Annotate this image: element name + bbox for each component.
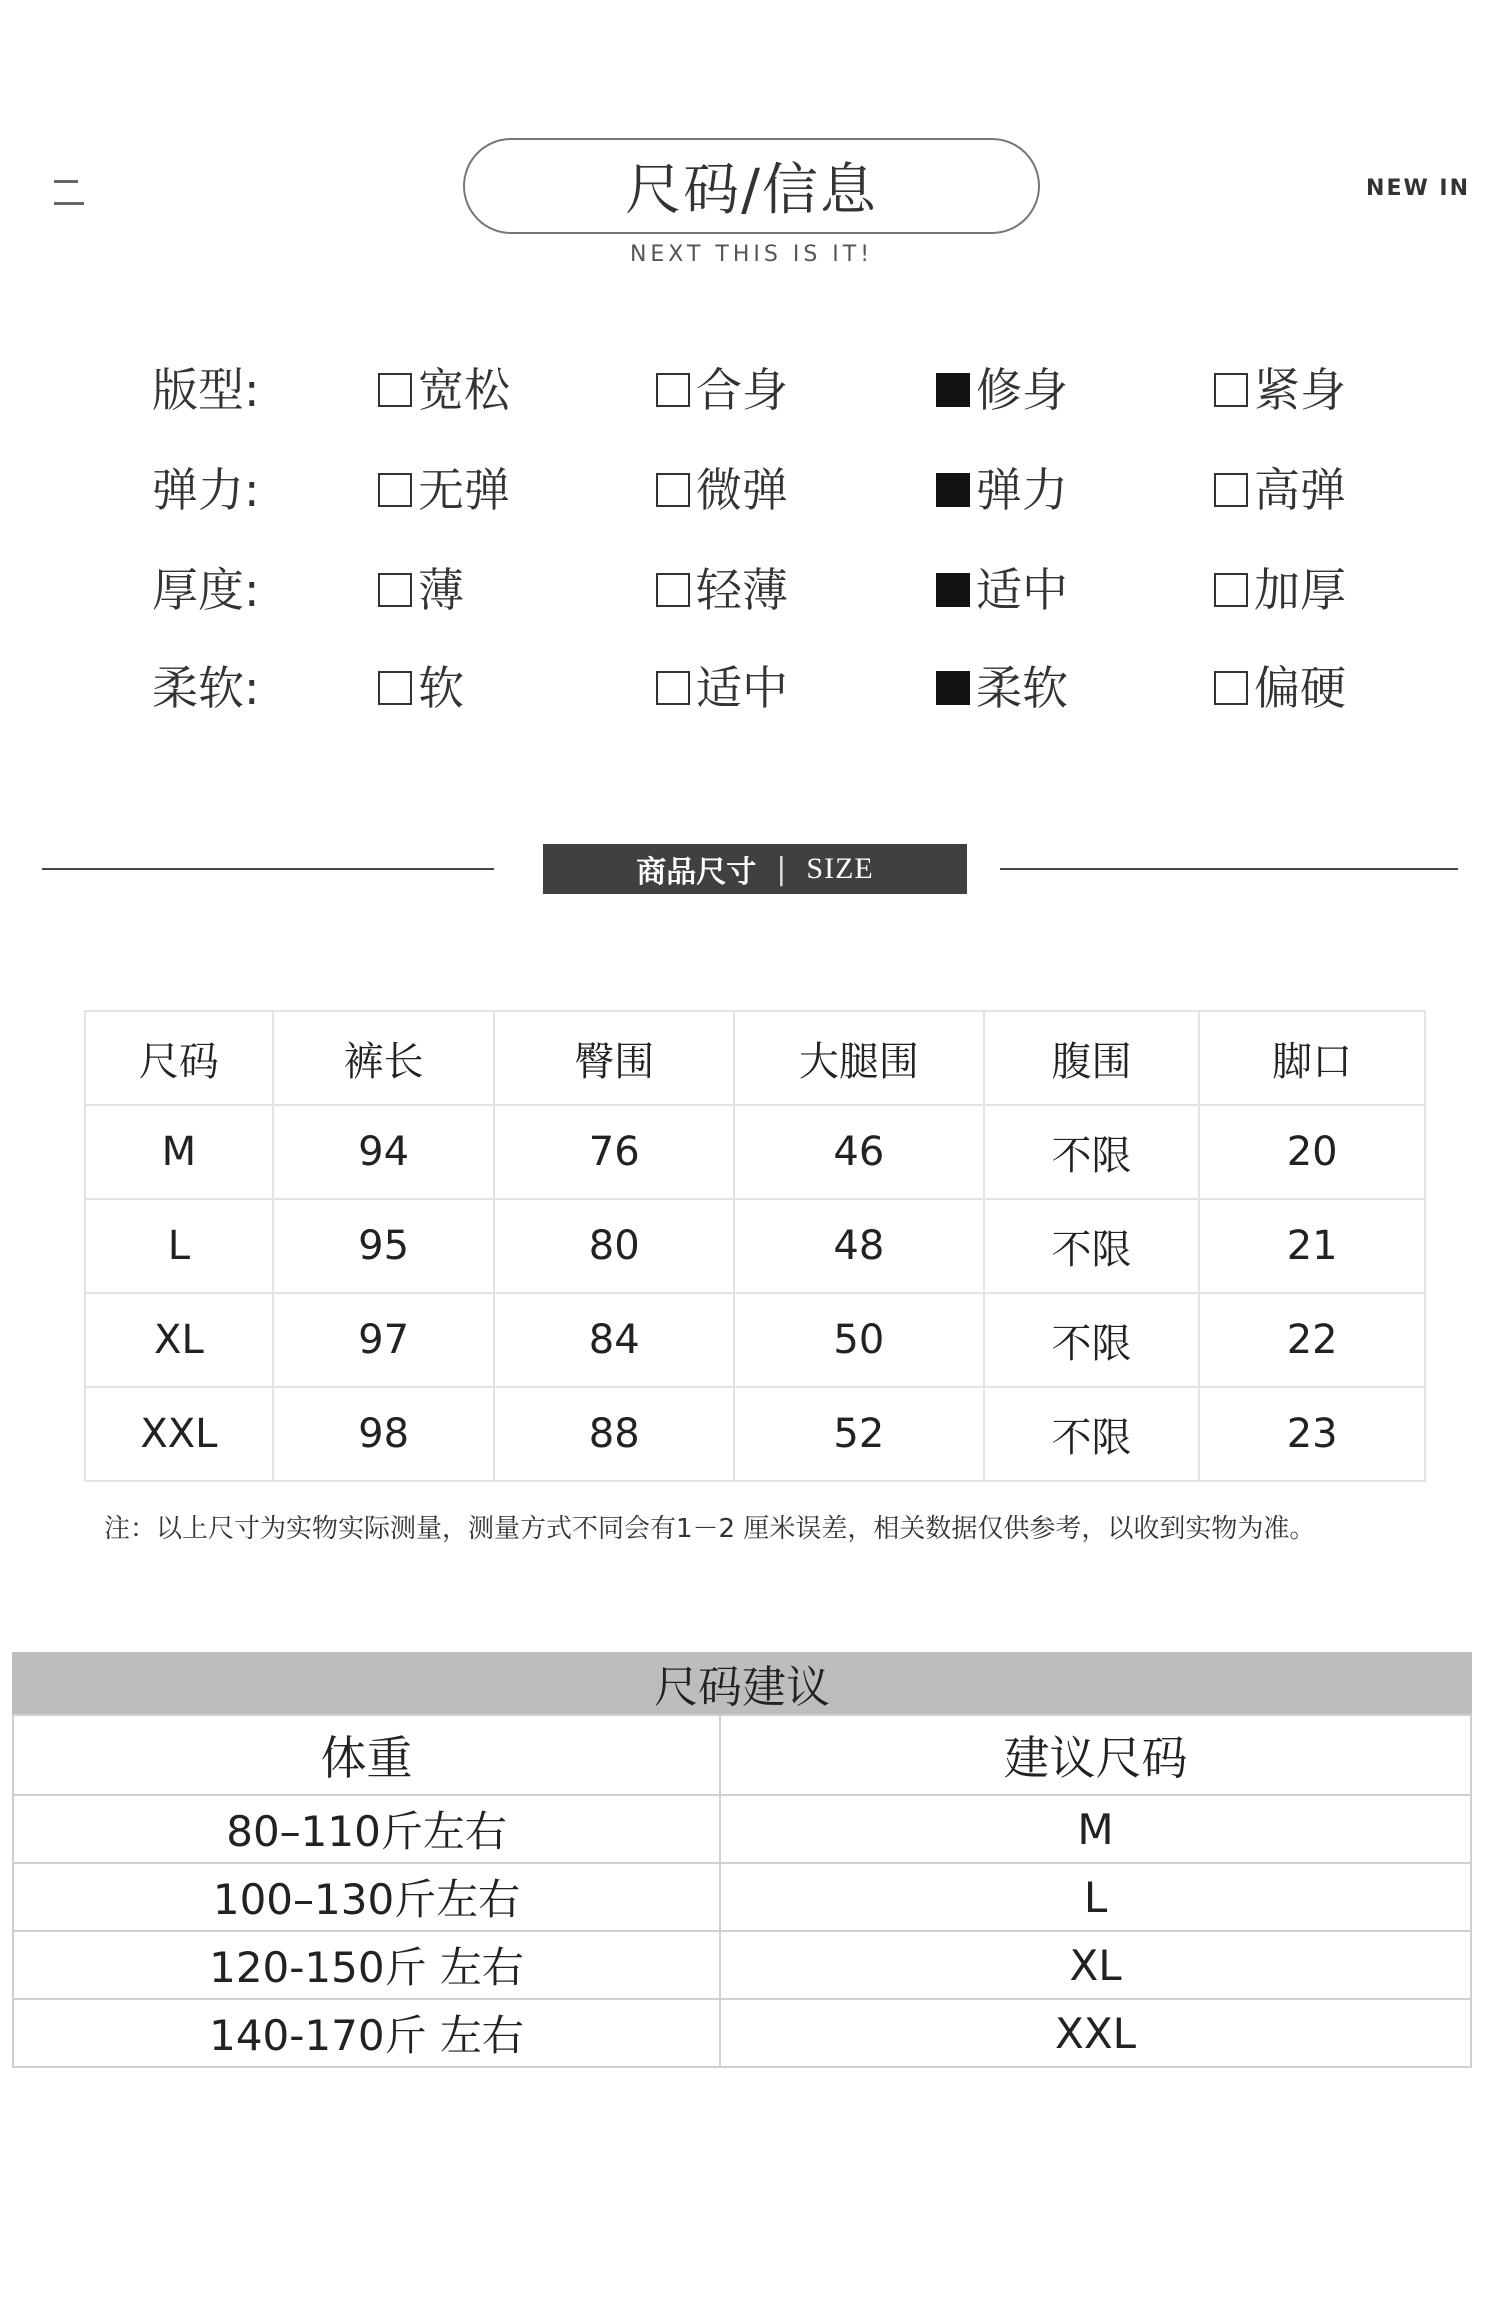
- size-banner-label-cn: 商品尺寸: [636, 855, 757, 890]
- attribute-option: [1214, 648, 1346, 728]
- table-row: [13, 1999, 1471, 2067]
- size-table-cell: 50: [734, 1293, 984, 1387]
- attribute-option-label: 弹力: [976, 463, 1068, 517]
- size-table-header-cell: 腹围: [984, 1011, 1200, 1105]
- unchecked-box-icon: [656, 373, 690, 407]
- attribute-row: [0, 450, 1500, 530]
- table-row: [85, 1199, 1425, 1293]
- menu-icon[interactable]: [54, 178, 84, 208]
- table-row: [13, 1795, 1471, 1863]
- table-row: [85, 1387, 1425, 1481]
- size-table-cell: 97: [273, 1293, 495, 1387]
- attribute-row: [0, 648, 1500, 728]
- size-table-cell: 80: [494, 1199, 734, 1293]
- attribute-option: [378, 350, 510, 430]
- attribute-option-label: 紧身: [1254, 363, 1346, 417]
- attribute-label: 弹力:: [152, 463, 260, 517]
- size-table-header-cell: 尺码: [85, 1011, 273, 1105]
- checked-box-icon: [936, 373, 970, 407]
- table-row: [85, 1105, 1425, 1199]
- page-subtitle: NEXT THIS IS IT!: [629, 242, 874, 267]
- attribute-option-label: 微弹: [696, 463, 788, 517]
- unchecked-box-icon: [1214, 373, 1248, 407]
- recommendation-cell: 80–110斤左右: [13, 1795, 720, 1863]
- recommendation-header-cell: 体重: [13, 1715, 720, 1795]
- attribute-label: 厚度:: [152, 563, 260, 617]
- size-table-cell: 20: [1199, 1105, 1425, 1199]
- attribute-option-label: 轻薄: [696, 563, 788, 617]
- table-row: [85, 1293, 1425, 1387]
- page-title: 尺码/信息: [463, 138, 1040, 234]
- attribute-row: [0, 550, 1500, 630]
- checked-box-icon: [936, 671, 970, 705]
- attribute-option: [378, 450, 510, 530]
- size-table-cell: XXL: [85, 1387, 273, 1481]
- size-table-header-cell: 大腿围: [734, 1011, 984, 1105]
- unchecked-box-icon: [378, 671, 412, 705]
- size-table-header-cell: 脚口: [1199, 1011, 1425, 1105]
- recommendation-header-cell: 建议尺码: [720, 1715, 1471, 1795]
- checked-box-icon: [936, 573, 970, 607]
- size-banner-label-en: SIZE: [806, 852, 874, 885]
- unchecked-box-icon: [378, 573, 412, 607]
- recommendation-cell: 140-170斤 左右: [13, 1999, 720, 2067]
- size-table-cell: 48: [734, 1199, 984, 1293]
- recommendation-table: [12, 1714, 1472, 2068]
- size-table-cell: XL: [85, 1293, 273, 1387]
- size-table-cell: 21: [1199, 1199, 1425, 1293]
- attribute-option: [656, 450, 788, 530]
- attribute-option: [656, 550, 788, 630]
- size-table-cell: 84: [494, 1293, 734, 1387]
- attribute-option-label: 适中: [976, 563, 1068, 617]
- attribute-option: [656, 648, 788, 728]
- attribute-option: [936, 450, 1068, 530]
- recommendation-cell: M: [720, 1795, 1471, 1863]
- size-table-header-cell: 裤长: [273, 1011, 495, 1105]
- unchecked-box-icon: [1214, 473, 1248, 507]
- size-table-cell: 不限: [984, 1199, 1200, 1293]
- divider-left: [42, 868, 494, 870]
- size-table-cell: L: [85, 1199, 273, 1293]
- attribute-option-label: 加厚: [1254, 563, 1346, 617]
- size-table-cell: 23: [1199, 1387, 1425, 1481]
- size-table-cell: M: [85, 1105, 273, 1199]
- attribute-label: 柔软:: [152, 661, 260, 715]
- attribute-option-label: 偏硬: [1254, 661, 1346, 715]
- recommendation-cell: 100–130斤左右: [13, 1863, 720, 1931]
- attribute-option-label: 高弹: [1254, 463, 1346, 517]
- attribute-option-label: 柔软: [976, 661, 1068, 715]
- size-banner-separator: |: [776, 851, 787, 887]
- size-table-cell: 不限: [984, 1293, 1200, 1387]
- size-table: [84, 1010, 1426, 1482]
- attribute-option: [1214, 450, 1346, 530]
- size-table-cell: 98: [273, 1387, 495, 1481]
- unchecked-box-icon: [656, 473, 690, 507]
- attribute-option: [936, 648, 1068, 728]
- attribute-option-label: 合身: [696, 363, 788, 417]
- unchecked-box-icon: [378, 373, 412, 407]
- checked-box-icon: [936, 473, 970, 507]
- size-table-cell: 95: [273, 1199, 495, 1293]
- recommendation-cell: 120-150斤 左右: [13, 1931, 720, 1999]
- recommendation-title: 尺码建议: [12, 1652, 1472, 1714]
- attribute-option-label: 无弹: [418, 463, 510, 517]
- attribute-option: [1214, 350, 1346, 430]
- table-row: [13, 1863, 1471, 1931]
- size-table-header-cell: 臀围: [494, 1011, 734, 1105]
- recommendation-cell: XXL: [720, 1999, 1471, 2067]
- size-table-cell: 76: [494, 1105, 734, 1199]
- attribute-option-label: 适中: [696, 661, 788, 715]
- table-row: [13, 1931, 1471, 1999]
- attribute-option-label: 宽松: [418, 363, 510, 417]
- attribute-option: [378, 550, 464, 630]
- size-table-header-row: [85, 1011, 1425, 1105]
- recommendation-header-row: [13, 1715, 1471, 1795]
- attribute-option: [936, 550, 1068, 630]
- recommendation-cell: L: [720, 1863, 1471, 1931]
- size-table-cell: 不限: [984, 1105, 1200, 1199]
- unchecked-box-icon: [1214, 671, 1248, 705]
- new-in-badge: NEW IN: [1366, 176, 1470, 201]
- size-table-cell: 46: [734, 1105, 984, 1199]
- attribute-option: [378, 648, 464, 728]
- size-table-cell: 52: [734, 1387, 984, 1481]
- attribute-option-label: 软: [418, 661, 464, 715]
- unchecked-box-icon: [656, 671, 690, 705]
- attribute-option: [656, 350, 788, 430]
- size-table-cell: 不限: [984, 1387, 1200, 1481]
- unchecked-box-icon: [656, 573, 690, 607]
- size-table-cell: 94: [273, 1105, 495, 1199]
- attribute-option: [1214, 550, 1346, 630]
- size-table-cell: 88: [494, 1387, 734, 1481]
- size-table-cell: 22: [1199, 1293, 1425, 1387]
- attribute-row: [0, 350, 1500, 430]
- unchecked-box-icon: [1214, 573, 1248, 607]
- attribute-option: [936, 350, 1068, 430]
- attribute-option-label: 薄: [418, 563, 464, 617]
- measurement-note: 注：以上尺寸为实物实际测量，测量方式不同会有1－2 厘米误差，相关数据仅供参考，以收到实物为准。: [104, 1514, 1316, 1544]
- divider-right: [1000, 868, 1458, 870]
- size-section-banner: [543, 844, 967, 894]
- unchecked-box-icon: [378, 473, 412, 507]
- recommendation-cell: XL: [720, 1931, 1471, 1999]
- attribute-label: 版型:: [152, 363, 260, 417]
- attribute-option-label: 修身: [976, 363, 1068, 417]
